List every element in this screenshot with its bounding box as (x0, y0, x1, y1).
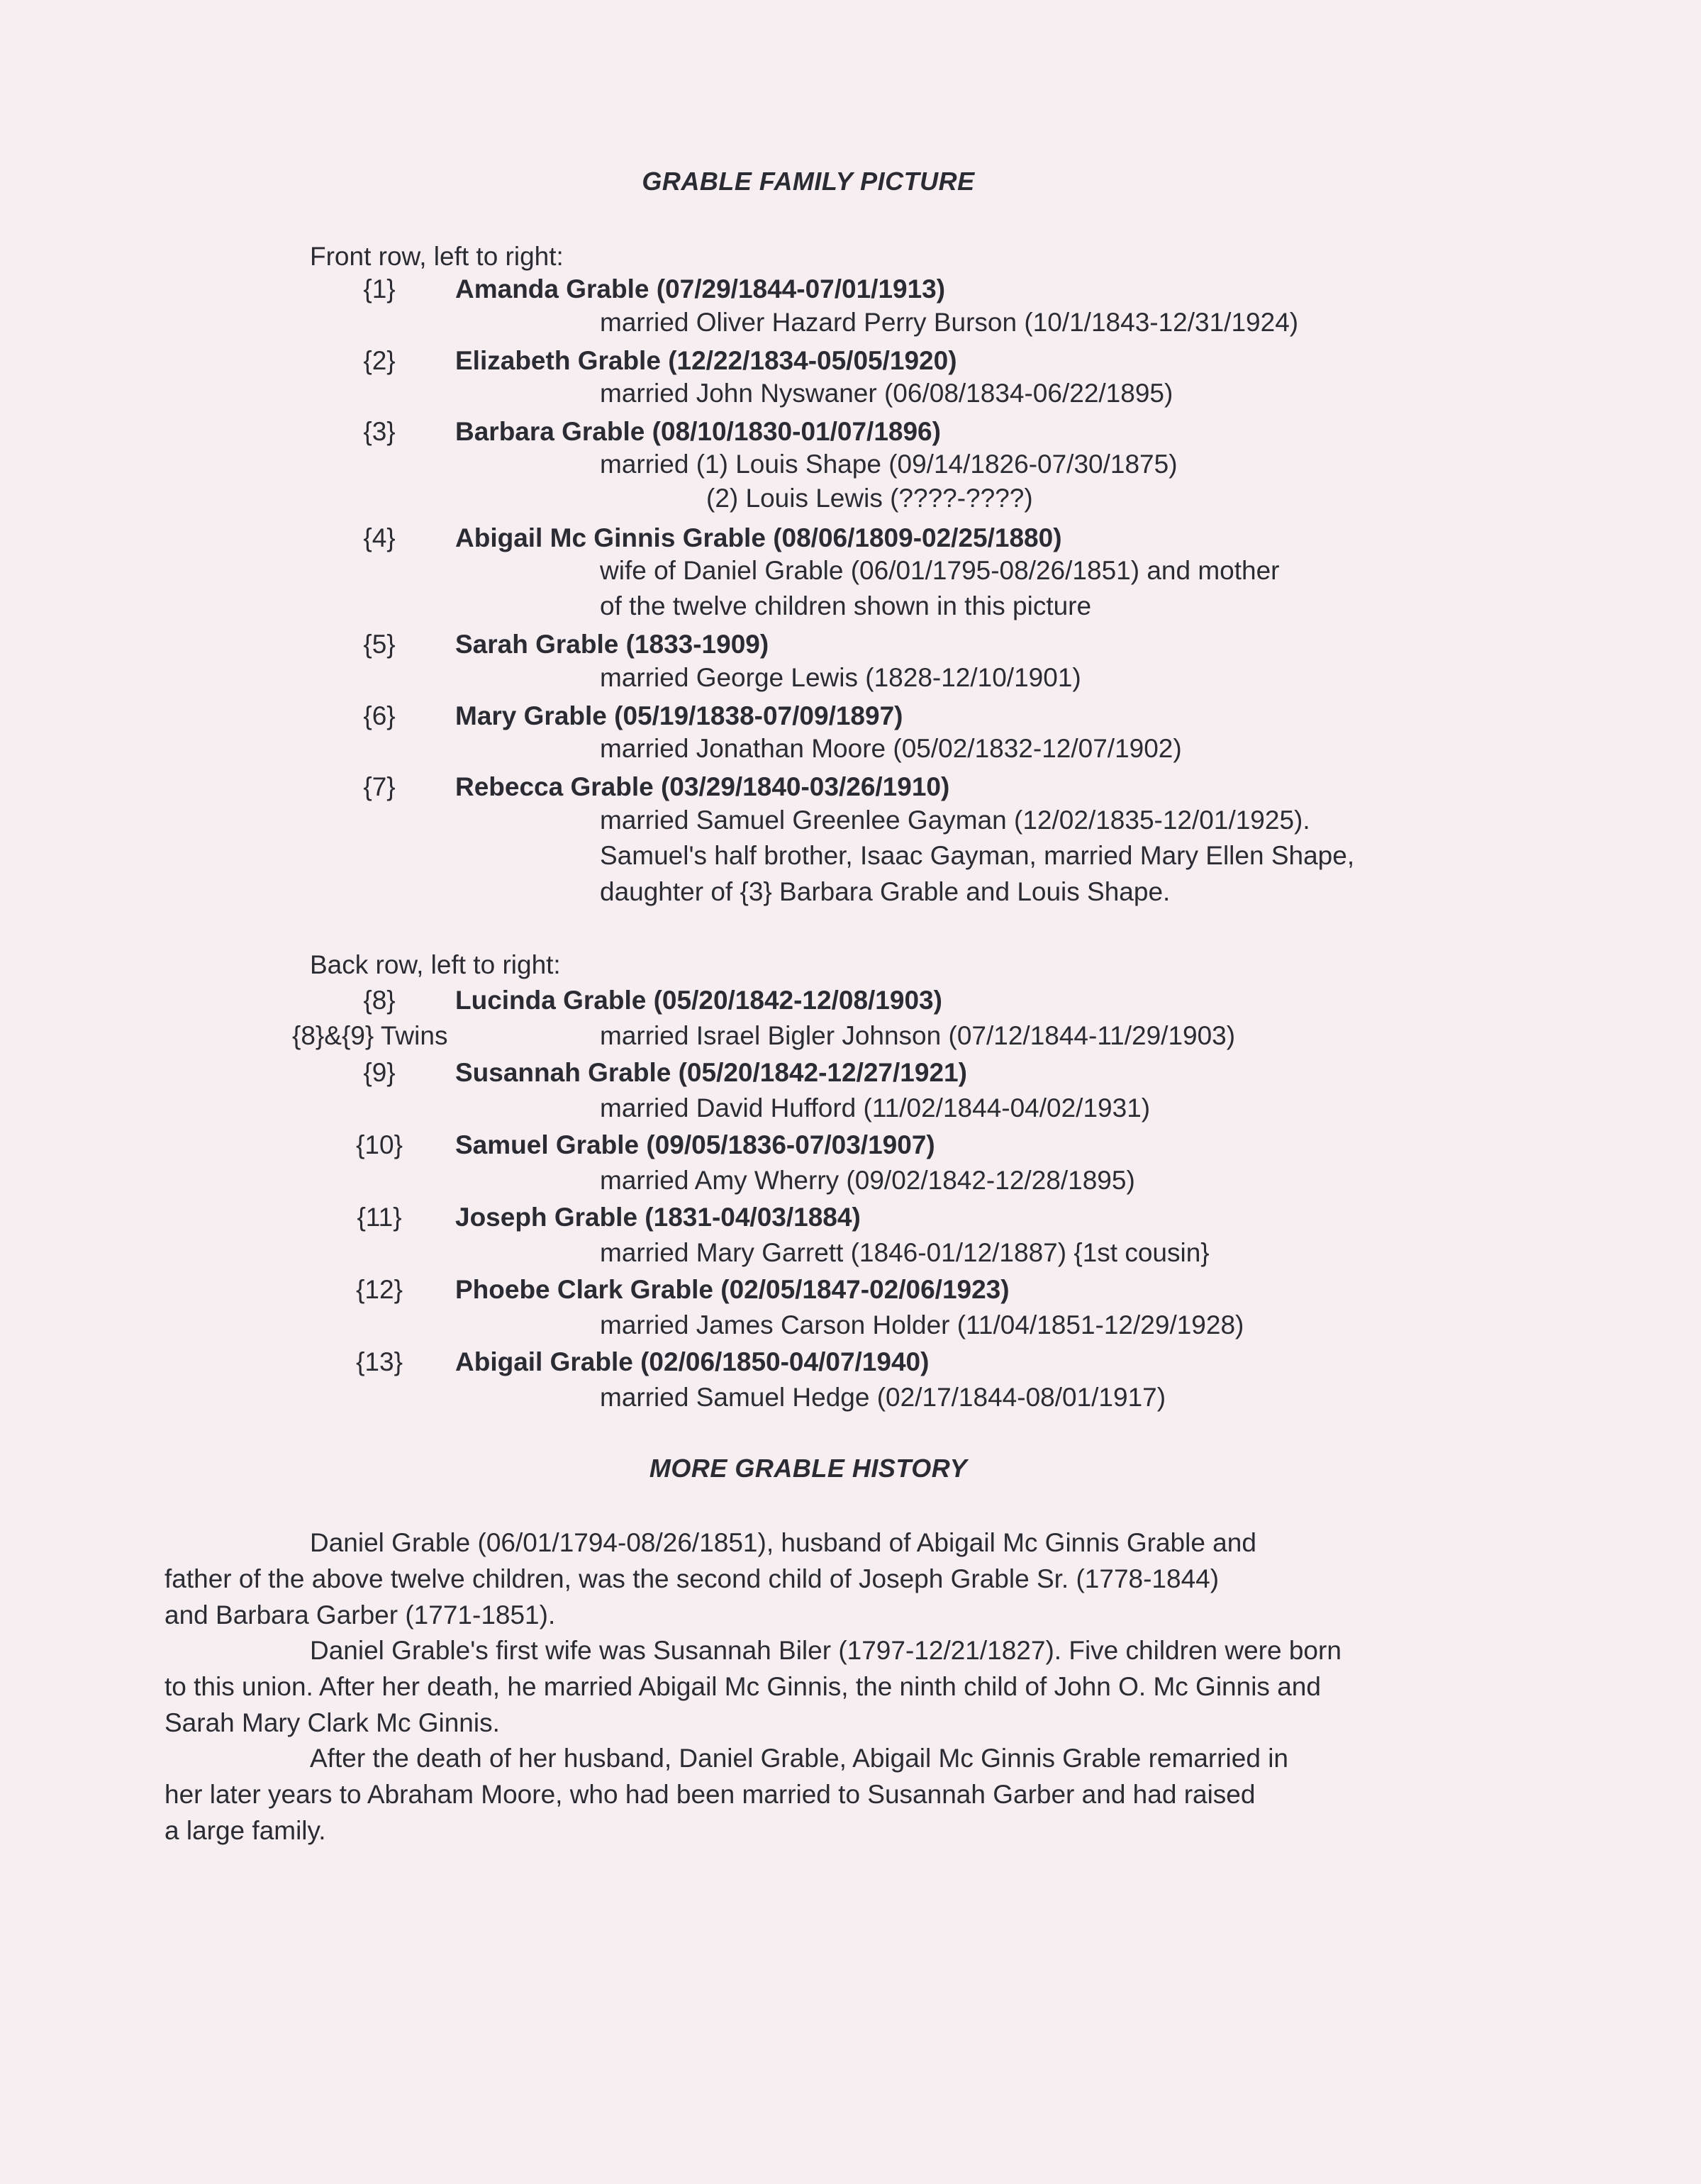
entry-detail: married Amy Wherry (09/02/1842-12/28/1895) (600, 1166, 1135, 1195)
paragraph-line: and Barbara Garber (1771-1851). (164, 1600, 556, 1629)
back-row-label: Back row, left to right: (310, 950, 561, 979)
entry-detail: married Samuel Hedge (02/17/1844-08/01/1917) (600, 1383, 1166, 1412)
paragraph-line: a large family. (164, 1816, 326, 1845)
entry-name: Elizabeth Grable (12/22/1834-05/05/1920) (455, 346, 957, 375)
entry-name: Barbara Grable (08/10/1830-01/07/1896) (455, 417, 941, 446)
entry-number: {2} (363, 346, 396, 375)
entry-name: Joseph Grable (1831-04/03/1884) (455, 1203, 861, 1232)
entry-number: {7} (363, 772, 396, 801)
paragraph-line: father of the above twelve children, was the second child of Joseph Grable Sr. (1778-1844) (164, 1564, 1220, 1593)
paragraph-line: After the death of her husband, Daniel Grable, Abigail Mc Ginnis Grable remarried in (310, 1744, 1289, 1773)
entry-detail: married John Nyswaner (06/08/1834-06/22/1895) (600, 379, 1173, 408)
entry-detail: married Samuel Greenlee Gayman (12/02/1835-12/01/1925). (600, 806, 1310, 835)
entry-detail: wife of Daniel Grable (06/01/1795-08/26/1851) and mother (600, 556, 1280, 585)
entry-detail: daughter of {3} Barbara Grable and Louis Shape. (600, 877, 1171, 906)
entry-number: {5} (363, 630, 396, 659)
entry-name: Sarah Grable (1833-1909) (455, 630, 769, 659)
paragraph-line: Sarah Mary Clark Mc Ginnis. (164, 1708, 500, 1737)
entry-name: Susannah Grable (05/20/1842-12/27/1921) (455, 1058, 967, 1087)
history-paragraph (164, 1632, 1498, 1741)
entry-name: Abigail Mc Ginnis Grable (08/06/1809-02/25/1880) (455, 523, 1062, 552)
entry-name: Phoebe Clark Grable (02/05/1847-02/06/1923) (455, 1275, 1010, 1304)
entry-number: {8} (363, 986, 396, 1015)
section-title: MORE GRABLE HISTORY (649, 1454, 968, 1483)
history-paragraph (164, 1525, 1498, 1633)
entry-number: {9} (363, 1058, 396, 1087)
entry-detail: married James Carson Holder (11/04/1851-12/29/1928) (600, 1310, 1244, 1339)
entry-number: {4} (363, 523, 396, 552)
entry-detail: married Israel Bigler Johnson (07/12/1844-11/29/1903) (600, 1021, 1236, 1050)
entry-detail: (2) Louis Lewis (????-????) (706, 484, 1033, 513)
twins-note: {8}&{9} Twins (292, 1021, 448, 1050)
entry-number: {10} (356, 1130, 403, 1159)
entry-number: {3} (363, 417, 396, 446)
entry-detail: of the twelve children shown in this picture (600, 591, 1092, 620)
paragraph-line: Daniel Grable (06/01/1794-08/26/1851), husband of Abigail Mc Ginnis Grable and (310, 1528, 1256, 1557)
entry-number: {1} (363, 274, 396, 303)
entry-name: Lucinda Grable (05/20/1842-12/08/1903) (455, 986, 942, 1015)
entry-number: {13} (356, 1347, 403, 1376)
entry-detail: married David Hufford (11/02/1844-04/02/1931) (600, 1093, 1151, 1122)
entry-detail: Samuel's half brother, Isaac Gayman, married Mary Ellen Shape, (600, 841, 1355, 870)
entry-number: {6} (363, 701, 396, 730)
paragraph-line: Daniel Grable's first wife was Susannah Biler (1797-12/21/1827). Five children were born (310, 1636, 1342, 1665)
entry-detail: married Oliver Hazard Perry Burson (10/1/1843-12/31/1924) (600, 308, 1299, 337)
entry-name: Mary Grable (05/19/1838-07/09/1897) (455, 701, 903, 730)
entry-detail: married Jonathan Moore (05/02/1832-12/07/1902) (600, 734, 1182, 763)
entry-name: Amanda Grable (07/29/1844-07/01/1913) (455, 274, 946, 303)
paragraph-line: to this union. After her death, he married Abigail Mc Ginnis, the ninth child of John O. Mc Ginnis and (164, 1672, 1321, 1701)
entry-detail: married George Lewis (1828-12/10/1901) (600, 663, 1081, 692)
entry-number: {12} (356, 1275, 403, 1304)
entry-detail: married Mary Garrett (1846-01/12/1887) {1st cousin} (600, 1238, 1210, 1267)
entry-name: Abigail Grable (02/06/1850-04/07/1940) (455, 1347, 930, 1376)
entry-name: Rebecca Grable (03/29/1840-03/26/1910) (455, 772, 950, 801)
page-title: GRABLE FAMILY PICTURE (642, 167, 975, 196)
entry-number: {11} (357, 1203, 402, 1232)
front-row-label: Front row, left to right: (310, 242, 564, 271)
entry-name: Samuel Grable (09/05/1836-07/03/1907) (455, 1130, 935, 1159)
entry-detail: married (1) Louis Shape (09/14/1826-07/30/1875) (600, 450, 1178, 479)
history-paragraph (164, 1740, 1498, 1849)
paragraph-line: her later years to Abraham Moore, who had been married to Susannah Garber and had raised (164, 1780, 1256, 1809)
